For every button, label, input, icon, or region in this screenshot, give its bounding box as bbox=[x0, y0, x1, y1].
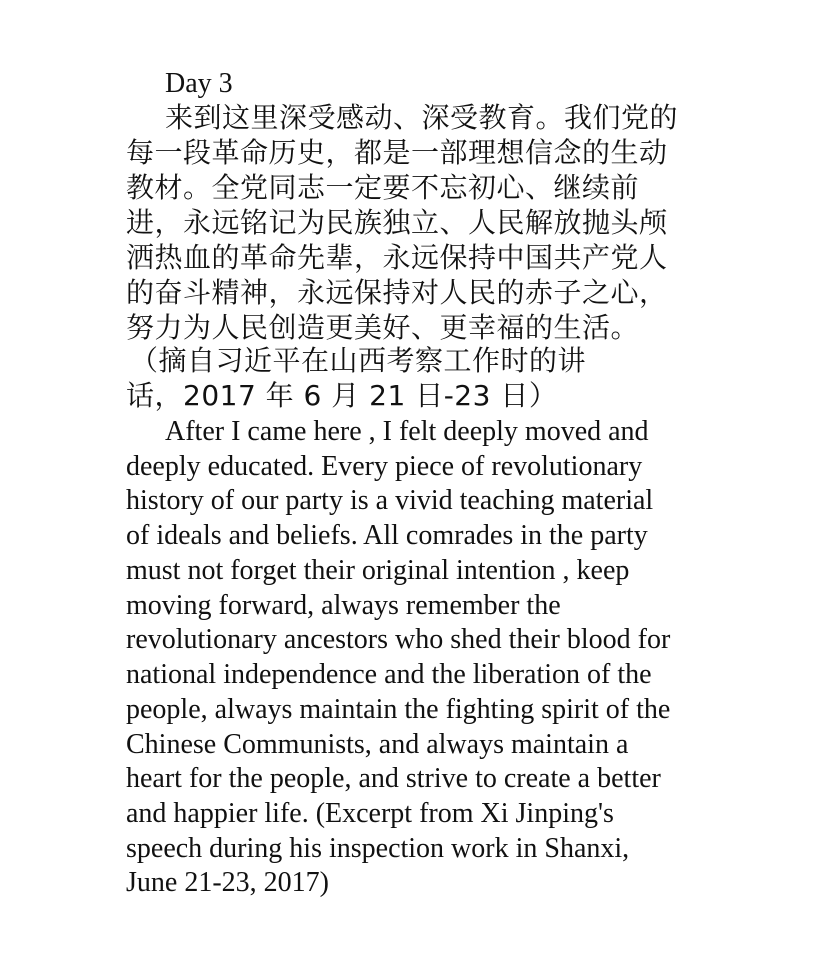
english-line: moving forward, always remember the bbox=[126, 590, 561, 621]
chinese-line: 话，2017 年 6 月 21 日-23 日） bbox=[126, 379, 558, 412]
english-line: revolutionary ancestors who shed their blood for bbox=[126, 624, 671, 655]
english-line: national independence and the liberation of the bbox=[126, 659, 652, 690]
english-line: of ideals and beliefs. All comrades in the party bbox=[126, 520, 648, 551]
english-line: deeply educated. Every piece of revolutionary bbox=[126, 451, 643, 482]
chinese-line: 每一段革命历史，都是一部理想信念的生动 bbox=[126, 136, 668, 169]
english-line: speech during his inspection work in Shanxi, bbox=[126, 833, 630, 864]
chinese-line: 努力为人民创造更美好、更幸福的生活。 bbox=[126, 311, 640, 344]
chinese-line: 来到这里深受感动、深受教育。我们党的 bbox=[165, 101, 679, 134]
english-line: Chinese Communists, and always maintain a bbox=[126, 729, 629, 760]
english-line: and happier life. (Excerpt from Xi Jinping's bbox=[126, 798, 614, 829]
english-line: June 21-23, 2017) bbox=[126, 867, 329, 898]
chinese-line: 教材。全党同志一定要不忘初心、继续前 bbox=[126, 171, 640, 204]
english-line: must not forget their original intention , keep bbox=[126, 555, 630, 586]
chinese-line: 进，永远铭记为民族独立、人民解放抛头颅 bbox=[126, 206, 668, 239]
chinese-line: 的奋斗精神，永远保持对人民的赤子之心， bbox=[126, 276, 668, 309]
day-heading: Day 3 bbox=[165, 68, 233, 99]
english-line: history of our party is a vivid teaching material bbox=[126, 485, 654, 516]
english-line: people, always maintain the fighting spirit of the bbox=[126, 694, 671, 725]
chinese-line: （摘自习近平在山西考察工作时的讲 bbox=[130, 344, 587, 377]
english-line: After I came here , I felt deeply moved and bbox=[165, 416, 649, 447]
chinese-line: 洒热血的革命先辈，永远保持中国共产党人 bbox=[126, 241, 668, 274]
english-line: heart for the people, and strive to create a better bbox=[126, 763, 661, 794]
